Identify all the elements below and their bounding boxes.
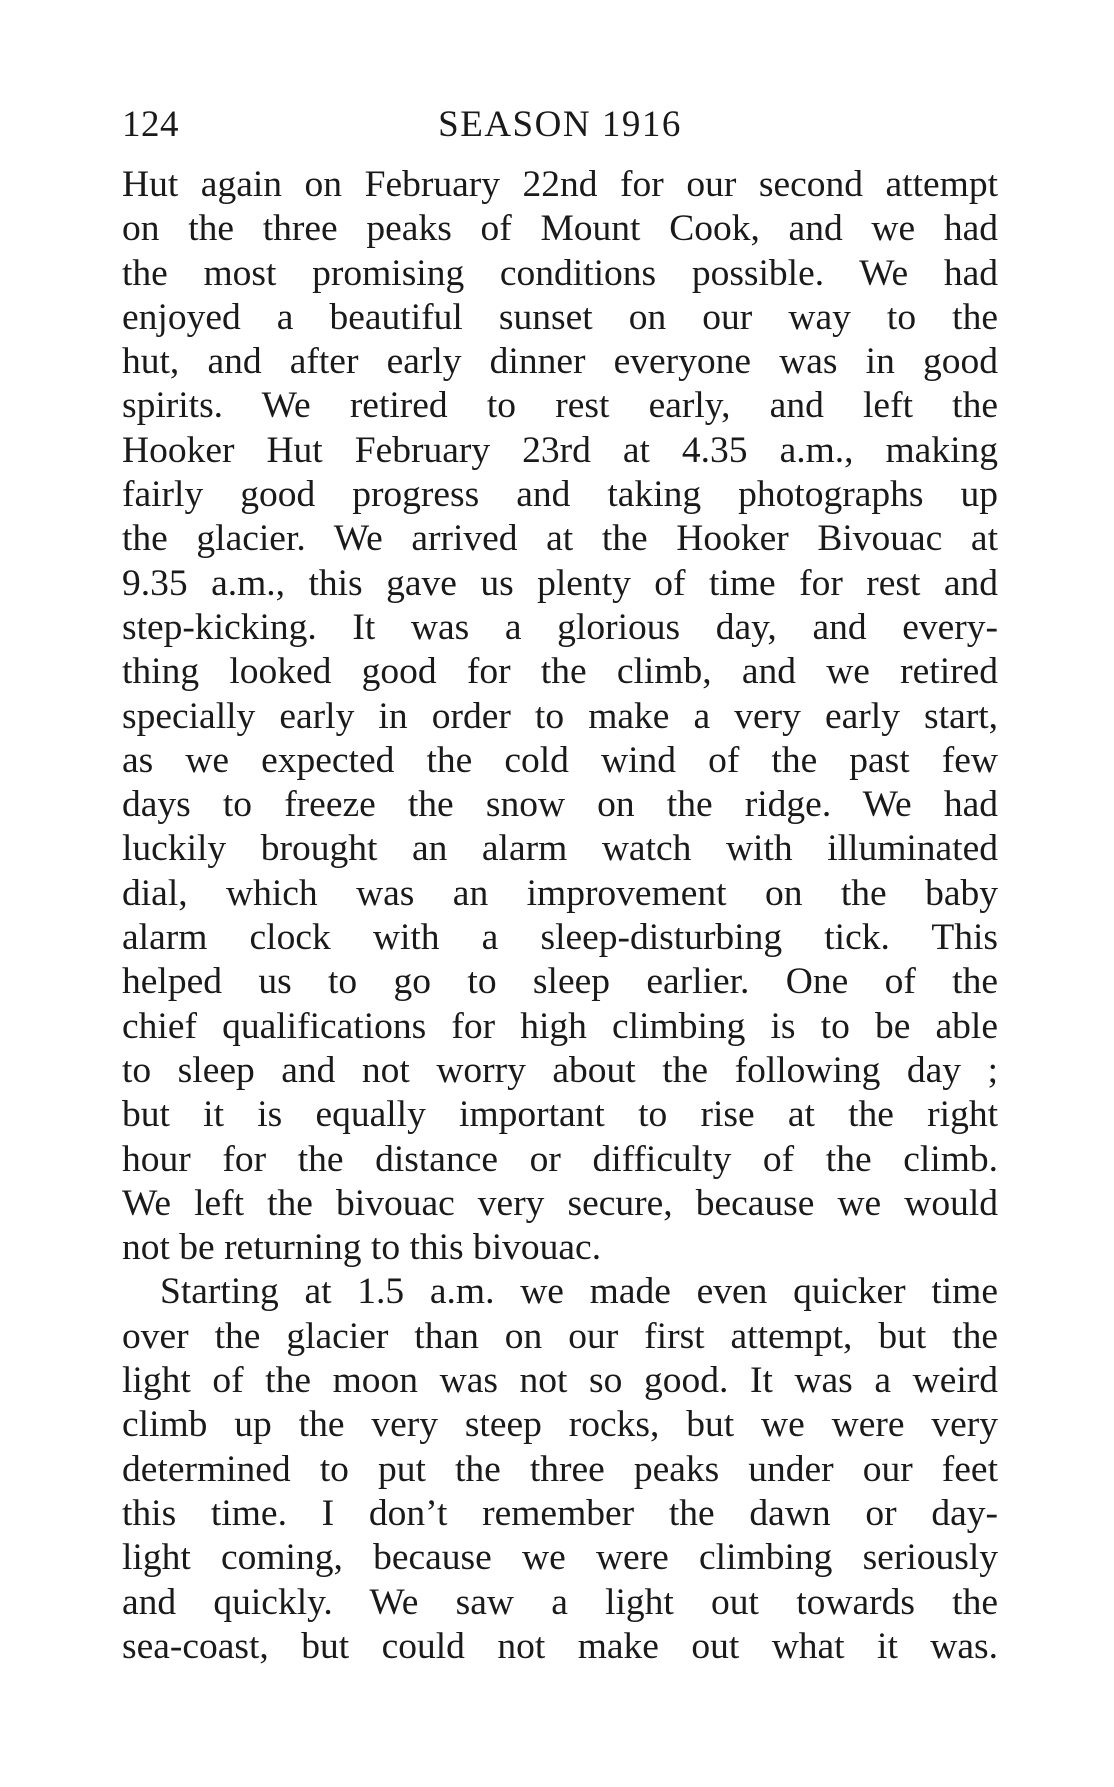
text-line: on the three peaks of Mount Cook, and we had	[122, 208, 998, 250]
text-line: this time. I don’t remember the dawn or day-	[122, 1492, 998, 1534]
text-line: as we expected the cold wind of the past few	[122, 739, 998, 781]
text-line: Hooker Hut February 23rd at 4.35 a.m., making	[122, 429, 998, 471]
text-line: Hut again on February 22nd for our second attempt	[122, 164, 998, 205]
text-line: fairly good progress and taking photographs up	[122, 474, 998, 516]
page-number: 124	[122, 104, 179, 145]
text-line: spirits. We retired to rest early, and left the	[122, 385, 998, 427]
text-line: step-kicking. It was a glorious day, and every-	[122, 606, 998, 648]
text-line: not be returning to this bivouac.	[122, 1227, 602, 1269]
body-text	[122, 163, 998, 1669]
text-line: sea-coast, but could not make out what it was.	[122, 1625, 998, 1667]
running-title: SEASON 1916	[438, 104, 682, 145]
text-line: 9.35 a.m., this gave us plenty of time for rest and	[122, 562, 998, 604]
text-line: chief qualifications for high climbing is to be able	[122, 1005, 998, 1047]
text-line: Starting at 1.5 a.m. we made even quicker time	[160, 1271, 998, 1313]
text-line: light coming, because we were climbing seriously	[122, 1537, 998, 1579]
text-line: but it is equally important to rise at the right	[122, 1094, 998, 1136]
text-line: thing looked good for the climb, and we retired	[122, 651, 998, 693]
text-line: dial, which was an improvement on the baby	[122, 872, 998, 914]
text-line: determined to put the three peaks under our feet	[122, 1448, 998, 1490]
text-line: helped us to go to sleep earlier. One of the	[122, 961, 998, 1003]
text-line: days to freeze the snow on the ridge. We had	[122, 784, 998, 826]
running-head	[122, 100, 998, 150]
text-line: to sleep and not worry about the following day ;	[122, 1049, 998, 1091]
text-line: enjoyed a beautiful sunset on our way to the	[122, 296, 998, 338]
text-line: and quickly. We saw a light out towards the	[122, 1581, 998, 1623]
text-line: alarm clock with a sleep-disturbing tick. This	[122, 917, 998, 959]
text-line: hour for the distance or difficulty of the climb.	[122, 1138, 998, 1180]
text-line: the most promising conditions possible. We had	[122, 252, 998, 294]
text-line: hut, and after early dinner everyone was in good	[122, 341, 998, 383]
text-line: specially early in order to make a very early start,	[122, 695, 998, 737]
text-line: the glacier. We arrived at the Hooker Bivouac at	[122, 518, 998, 560]
text-line: over the glacier than on our first attempt, but the	[122, 1315, 998, 1357]
text-line: light of the moon was not so good. It was a weird	[122, 1360, 998, 1402]
text-line: climb up the very steep rocks, but we were very	[122, 1404, 998, 1446]
text-line: We left the bivouac very secure, because we would	[122, 1182, 998, 1224]
text-line: luckily brought an alarm watch with illuminated	[122, 828, 998, 870]
